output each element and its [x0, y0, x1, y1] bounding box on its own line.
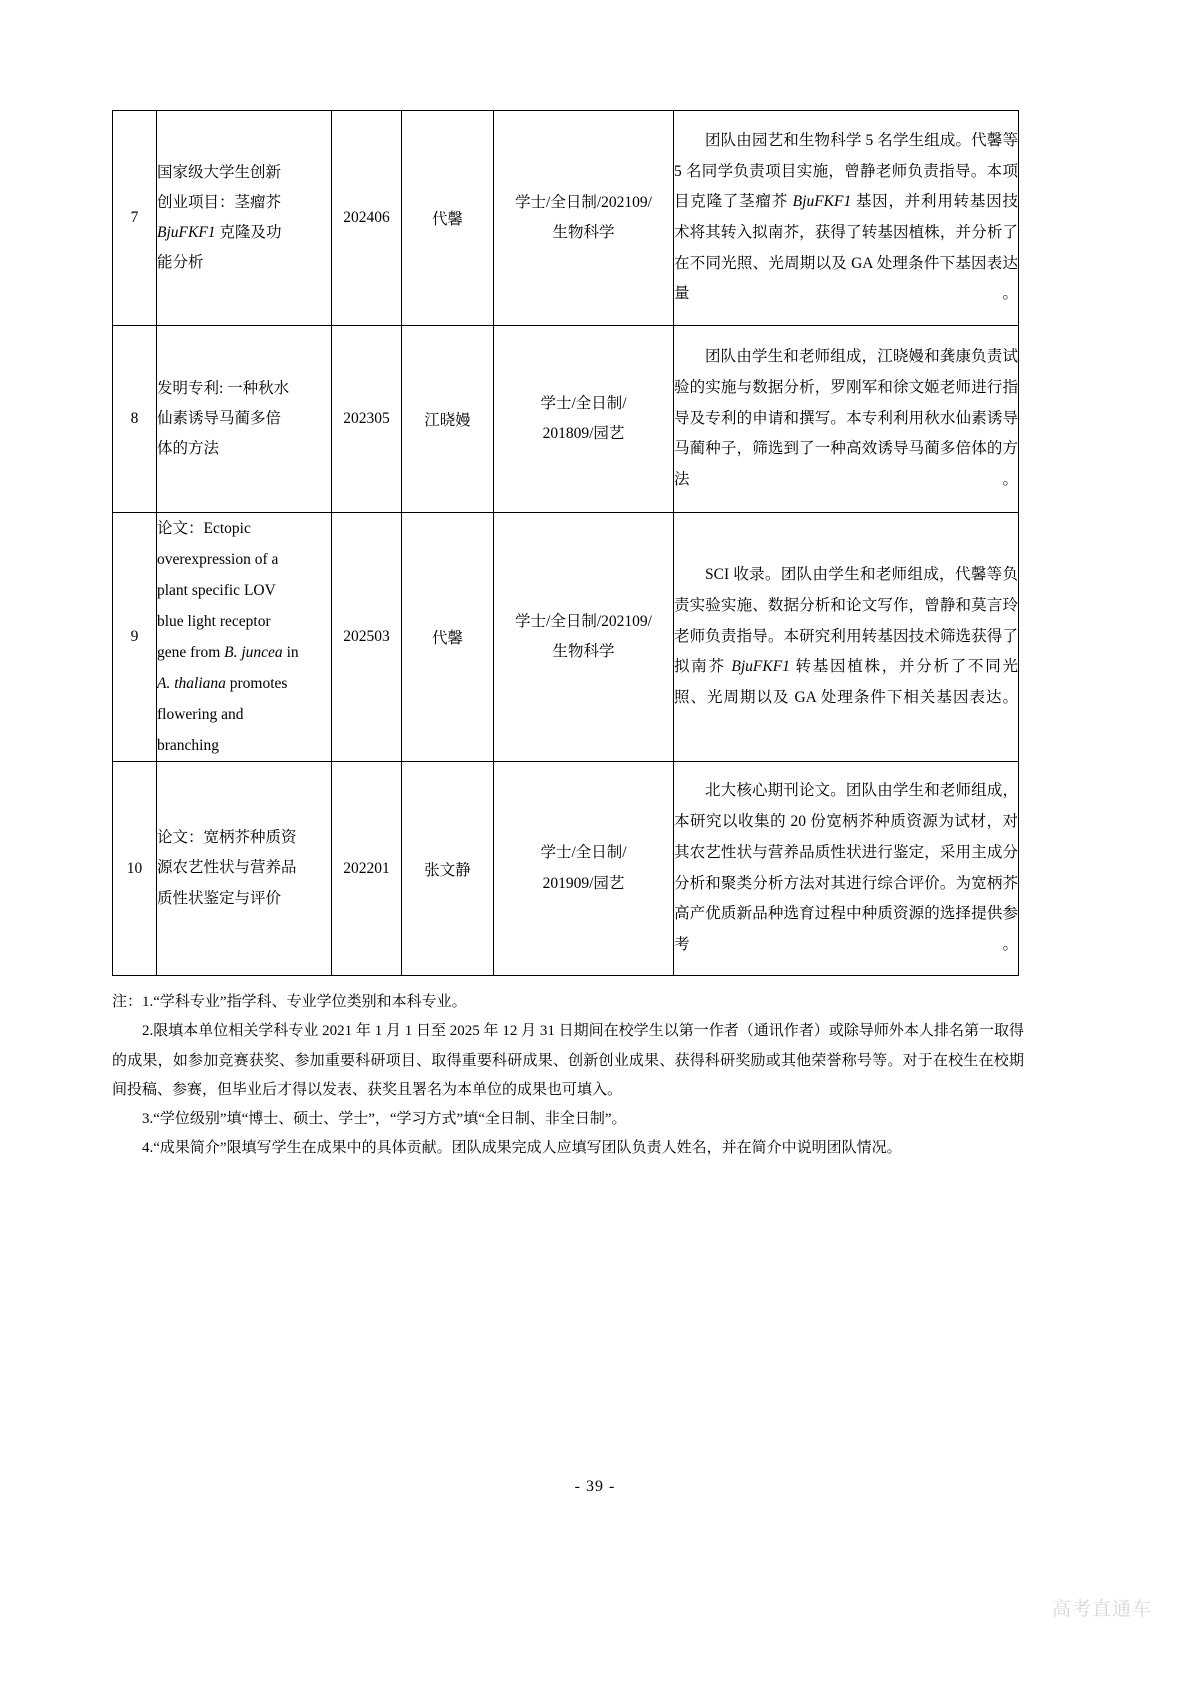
name-line: 体的方法 — [157, 440, 220, 458]
note-item-4: 4.“成果简介”限填写学生在成果中的具体贡献。团队成果完成人应填写团队负责人姓名，并在简介中说明团队情况。 — [142, 1140, 902, 1157]
species-italic: B. juncea — [224, 644, 283, 661]
achievement-person-cell: 张文静 — [402, 762, 494, 976]
achievement-description-cell: SCI 收录。团队由学生和老师组成，代馨等负责实验实施、数据分析和论文写作，曾静和莫言玲老师负责指导。本研究利用转基因技术筛选获得了拟南芥 BjuFKF1 转基因植株，并分析了不同光照、光周期以及 GA 处理条件下相关基因表达。 — [674, 513, 1019, 762]
name-line: blue light receptor — [157, 613, 271, 630]
achievement-person-cell: 江晓嫚 — [402, 326, 494, 513]
row-index-cell: 10 — [113, 762, 157, 976]
name-line: 源农艺性状与营养品 — [157, 859, 297, 877]
achievements-table-wrapper — [112, 110, 1018, 976]
achievement-name-cell — [157, 111, 332, 326]
name-line: plant specific LOV — [157, 582, 276, 599]
gene-italic: BjuFKF1 — [731, 658, 790, 676]
note-item-1: 注：1.“学科专业”指学科、专业学位类别和本科专业。 — [112, 994, 467, 1010]
species-italic: A. thaliana — [157, 675, 226, 692]
major-line: 生物科学 — [552, 224, 615, 241]
table-row — [113, 762, 1019, 976]
achievement-name-cell — [157, 326, 332, 513]
name-line: A. thaliana promotes — [157, 675, 288, 692]
name-line: 仙素诱导马蔺多倍 — [157, 409, 282, 427]
table-row — [113, 513, 1019, 762]
name-line: 国家级大学生创新 — [157, 163, 282, 181]
notes-section — [112, 988, 1024, 1164]
achievement-major-cell — [494, 111, 674, 326]
name-line: 论文：Ectopic — [157, 520, 251, 537]
name-line: 创业项目：茎瘤芥 — [157, 193, 282, 211]
major-line: 学士/全日制/202109/ — [515, 612, 652, 630]
achievement-description-cell: 团队由学生和老师组成，江晓嫚和龚康负责试验的实施与数据分析，罗刚军和徐文姬老师进行指导及专利的申请和撰写。本专利利用秋水仙素诱导马蔺种子，筛选到了一种高效诱导马蔺多倍体的方法。 — [674, 326, 1019, 513]
name-line: 能分析 — [157, 254, 204, 272]
achievement-time-cell: 202406 — [332, 111, 402, 326]
table-row — [113, 326, 1019, 513]
name-line: 质性状鉴定与评价 — [157, 889, 282, 907]
achievement-major-cell — [494, 513, 674, 762]
gene-italic: BjuFKF1 — [157, 224, 216, 241]
achievement-person-cell: 代馨 — [402, 513, 494, 762]
name-line: 发明专利: 一种秋水 — [157, 379, 290, 397]
achievement-name-cell — [157, 513, 332, 762]
achievement-time-cell: 202503 — [332, 513, 402, 762]
row-index-cell: 7 — [113, 111, 157, 326]
note-item-2: 2.限填本单位相关学科专业 2021 年 1 月 1 日至 2025 年 12 月 31 日期间在校学生以第一作者（通讯作者）或除导师外本人排名第一取得的成果，如参加竞赛获奖、参加重要科研项目、取得重要科研成果、创新创业成果、获得科研奖励或其他荣誉称号等。对于在校生在校期间投稿、参赛，但毕业后才得以发表、获奖且署名为本单位的成果也可填入。 — [112, 1023, 1024, 1098]
achievement-description-cell: 团队由园艺和生物科学 5 名学生组成。代馨等 5 名同学负责项目实施，曾静老师负责指导。本项目克隆了茎瘤芥 BjuFKF1 基因，并利用转基因技术将其转入拟南芥，获得了转基因植株，并分析了在不同光照、光周期以及 GA 处理条件下基因表达量。 — [674, 111, 1019, 326]
achievement-major-cell — [494, 762, 674, 976]
achievement-time-cell: 202305 — [332, 326, 402, 513]
name-line: 论文：宽柄芥种质资 — [157, 829, 297, 847]
major-line: 201809/园艺 — [542, 425, 625, 442]
achievement-time-cell: 202201 — [332, 762, 402, 976]
achievement-major-cell — [494, 326, 674, 513]
name-line: BjuFKF1 克隆及功 — [157, 224, 282, 241]
note-item-3: 3.“学位级别”填“博士、硕士、学士”，“学习方式”填“全日制、非全日制”。 — [142, 1111, 627, 1127]
name-line: flowering and — [157, 706, 244, 723]
major-line: 201909/园艺 — [542, 874, 625, 892]
achievement-description-cell: 北大核心期刊论文。团队由学生和老师组成，本研究以收集的 20 份宽柄芥种质资源为试材，对其农艺性状与营养品质性状进行鉴定，采用主成分分析和聚类分析方法对其进行综合评价。为宽柄芥高产优质新品种选育过程中种质资源的选择提供参考。 — [674, 762, 1019, 976]
name-line: gene from B. juncea in — [157, 644, 299, 661]
gene-italic: BjuFKF1 — [792, 193, 852, 211]
achievement-name-cell — [157, 762, 332, 976]
page-number: - 39 - — [574, 1478, 616, 1495]
row-index-cell: 8 — [113, 326, 157, 513]
major-line: 学士/全日制/ — [540, 394, 627, 412]
name-line: overexpression of a — [157, 551, 279, 568]
name-line: branching — [157, 737, 219, 754]
major-line: 学士/全日制/ — [540, 844, 627, 862]
row-index-cell: 9 — [113, 513, 157, 762]
major-line: 生物科学 — [552, 643, 615, 660]
achievement-person-cell: 代馨 — [402, 111, 494, 326]
major-line: 学士/全日制/202109/ — [515, 193, 652, 211]
achievements-table — [112, 110, 1019, 976]
watermark: 高考直通车 — [1051, 1599, 1152, 1620]
table-row — [113, 111, 1019, 326]
